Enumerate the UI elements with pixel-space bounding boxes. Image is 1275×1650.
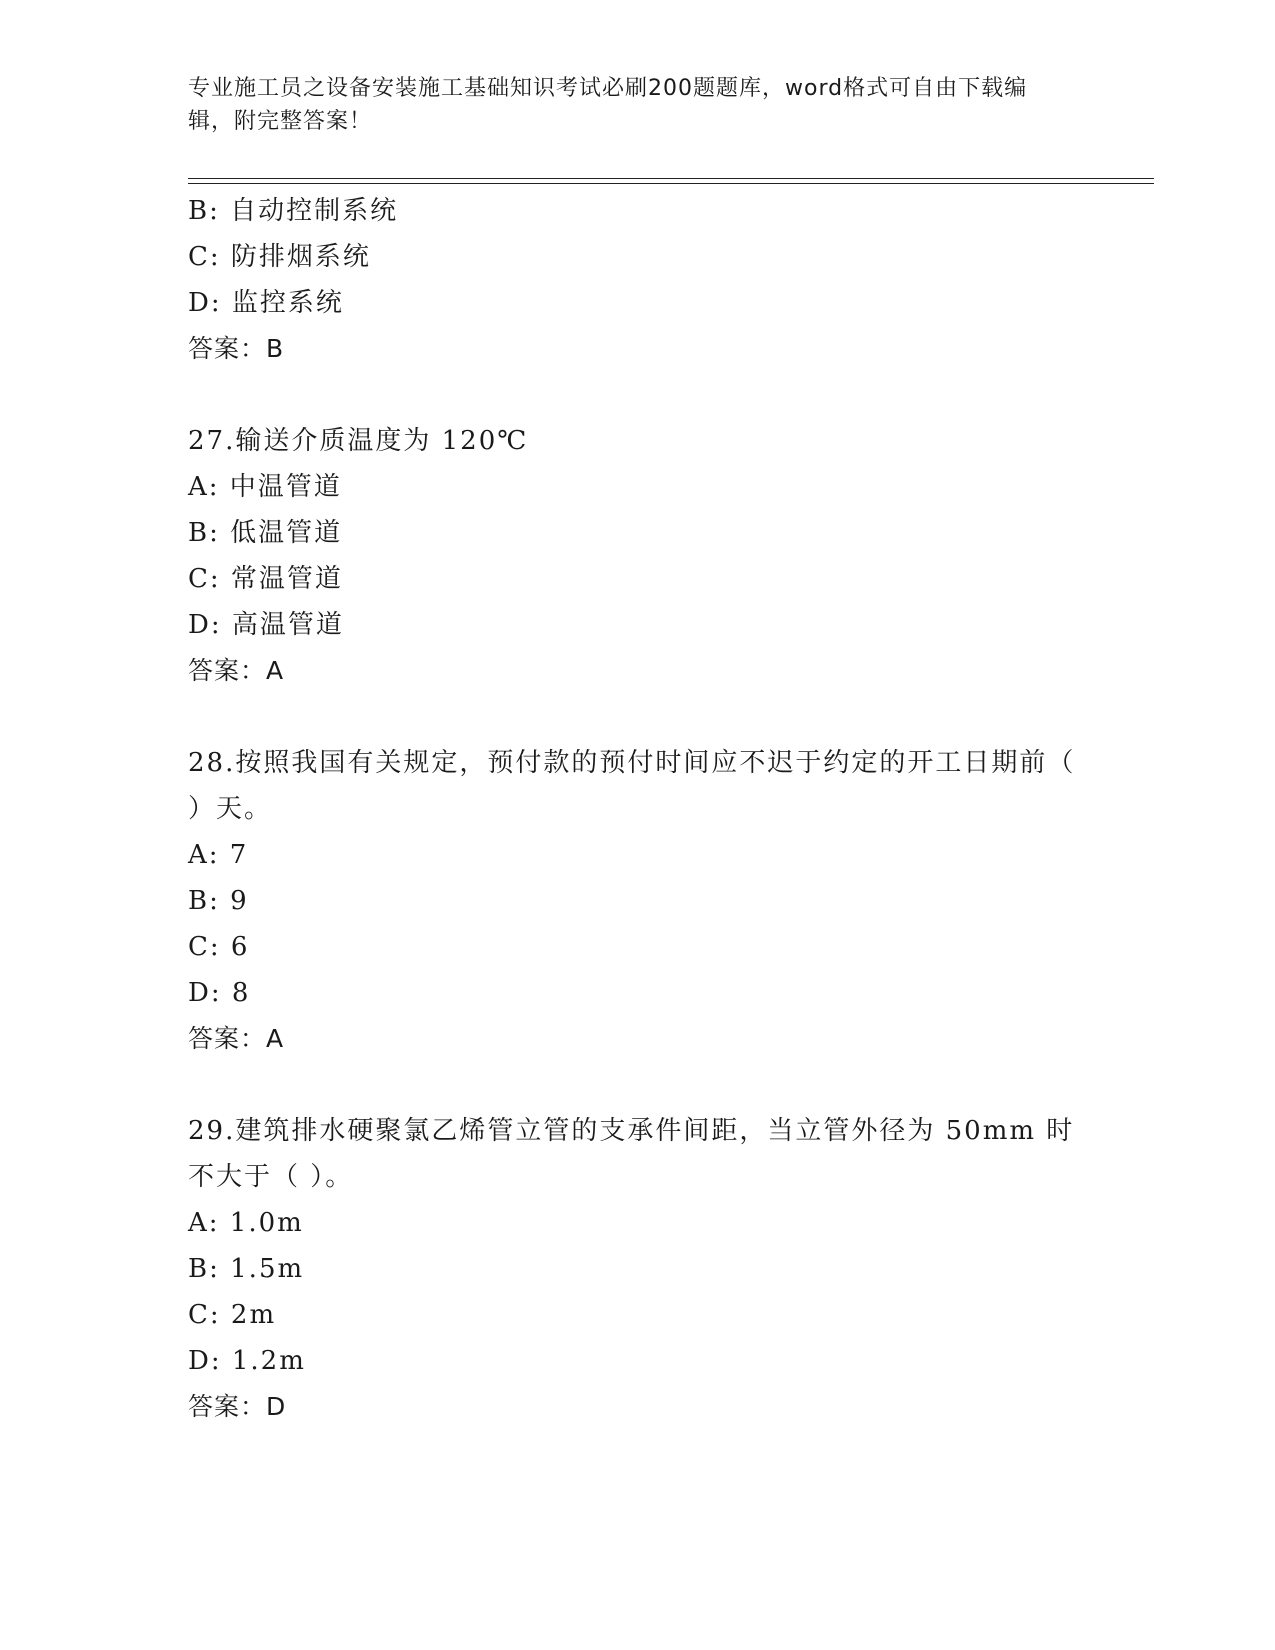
option-b: B: 低温管道	[188, 518, 343, 548]
question-list	[188, 188, 1088, 1430]
spacer	[188, 1062, 1088, 1108]
option-b: B: 自动控制系统	[188, 196, 399, 226]
question-block-29	[188, 1108, 1088, 1430]
question-block-28	[188, 740, 1088, 1062]
question-text: 27.输送介质温度为 120℃	[188, 426, 529, 456]
question-block-26	[188, 188, 1088, 372]
option-d: D: 监控系统	[188, 288, 344, 318]
option-c: C: 2m	[188, 1300, 277, 1330]
document-header: 专业施工员之设备安装施工基础知识考试必刷200题题库，word格式可自由下载编辑，附完整答案！	[188, 76, 1028, 134]
question-block-27	[188, 418, 1088, 694]
option-b: B: 9	[188, 886, 249, 916]
option-c: C: 防排烟系统	[188, 242, 371, 272]
option-b: B: 1.5m	[188, 1254, 305, 1284]
option-d: D: 1.2m	[188, 1346, 306, 1376]
option-d: D: 8	[188, 978, 251, 1008]
question-text: 29.建筑排水硬聚氯乙烯管立管的支承件间距，当立管外径为 50mm 时不大于（ ）。	[188, 1116, 1075, 1192]
header-divider-top	[188, 178, 1154, 179]
answer-line: 答案：B	[188, 334, 285, 363]
spacer	[188, 694, 1088, 740]
option-a: A: 中温管道	[188, 472, 342, 502]
header-divider-bottom	[188, 183, 1154, 184]
answer-line: 答案：D	[188, 1392, 287, 1421]
answer-line: 答案：A	[188, 1024, 285, 1053]
option-d: D: 高温管道	[188, 610, 344, 640]
answer-line: 答案：A	[188, 656, 285, 685]
option-c: C: 常温管道	[188, 564, 343, 594]
spacer	[188, 372, 1088, 418]
option-c: C: 6	[188, 932, 250, 962]
question-text: 28.按照我国有关规定，预付款的预付时间应不迟于约定的开工日期前（ ）天。	[188, 748, 1076, 824]
option-a: A: 7	[188, 840, 249, 870]
option-a: A: 1.0m	[188, 1208, 304, 1238]
